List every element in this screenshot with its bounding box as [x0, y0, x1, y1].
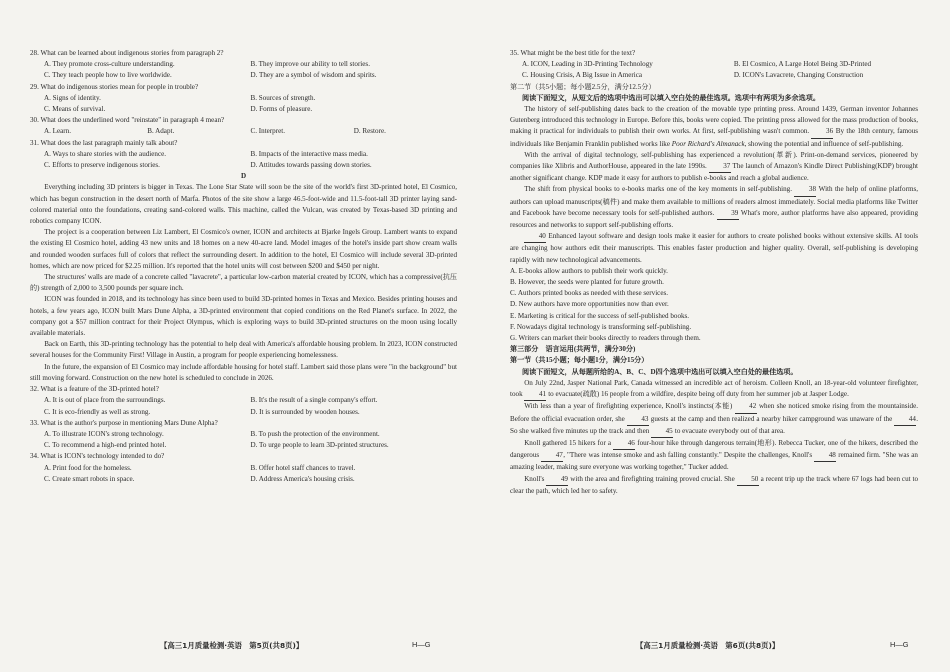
options: [30, 429, 457, 451]
blank-41: 41: [524, 389, 546, 401]
question-35: [510, 48, 918, 82]
question-stem: 29. What do indigenous stories mean for people in trouble?: [30, 82, 199, 91]
blank-46: 46: [613, 438, 635, 450]
option: D. They are a symbol of wisdom and spirits.: [250, 71, 377, 80]
options: [30, 59, 457, 81]
blank-44: 44: [894, 414, 916, 426]
text: The shift from physical books to e-books marks one of the key moments in self-publishing.: [524, 185, 792, 194]
blank-36: 36: [811, 126, 833, 138]
text: . So she walked five minutes up the track and then: [510, 414, 919, 435]
question-33: [30, 418, 457, 452]
section-letter: D: [240, 172, 247, 181]
paragraph: [510, 378, 918, 401]
question-stem: 33. What is the author's purpose in mentioning Mars Dune Alpha?: [30, 418, 218, 427]
question-stem: 28. What can be learned about indigenous stories from paragraph 2?: [30, 49, 224, 57]
paragraph: In the future, the expansion of El Cosmico may include affordable housing for hotel staff. Lambert said those plans were "in the background" but still moving forward. Construction on the new hotel is scheduled to conclude in 2026.: [30, 362, 457, 382]
paragraph: [510, 231, 918, 266]
blank-47: 47: [541, 450, 563, 462]
text: to evacuate(疏散) 16 people from a wildfire, despite being off duty from her summer job at Jasper Lodge.: [548, 390, 849, 399]
paragraph: Everything including 3D printers is bigger in Texas. The Lone Star State will soon be the site of the world's first 3D-printed hotel, El Cosmico, which has begun construction in the desert north of Marfa. Photos of the site show a large 46.5-foot-wide and 11.5-foot-tall 3D printer laying sand-colored material onto the foundations, creating sand-colored walls. This machine, called the Vulcan, was created by Texas-based 3D printing and robotics company ICON.: [30, 183, 457, 226]
option: C. Create smart robots in space.: [44, 474, 135, 483]
blank-43: 43: [627, 414, 649, 426]
option: C. Means of survival.: [44, 105, 106, 114]
option: D. Attitudes towards passing down stories.: [250, 161, 372, 170]
left-page-footer: 【高三1月质量检测·英语 第5页(共8页)】: [160, 641, 304, 650]
option: C. To recommend a high-end printed hotel.: [44, 441, 167, 450]
option: D. To urge people to learn 3D-printed structures.: [250, 441, 389, 450]
section-title: 第二节（共5小题；每小题2.5分，满分12.5分）: [510, 82, 656, 91]
question-stem: 35. What might be the best title for the text?: [510, 49, 636, 57]
option: B. To push the protection of the environment.: [250, 429, 380, 438]
option: D. Restore.: [353, 127, 386, 136]
option: B. It's the result of a single company's effort.: [250, 396, 378, 405]
choice: A. E-books allow authors to publish their work quickly.: [510, 266, 668, 275]
option: A. Print food for the homeless.: [44, 463, 132, 472]
question-30: [30, 115, 457, 137]
option: D. Forms of pleasure.: [250, 105, 313, 114]
options: [30, 126, 457, 137]
blank-38: 38: [794, 184, 816, 196]
options: [30, 93, 457, 115]
text: The launch of Amazon's Kindle Direct Publishing(KDP) brought another significant change. KDP made it easy for authors to publish e-books and reach a global audience.: [510, 162, 919, 183]
option: A. To illustrate ICON's strong technology.: [44, 429, 164, 438]
answer-choices: [510, 266, 918, 344]
options: [30, 149, 457, 171]
option: C. Interpret.: [250, 127, 285, 136]
blank-48: 48: [814, 450, 836, 462]
text: when she noticed smoke rising from the mountainside. Before the official evacuation order, she: [510, 402, 919, 423]
option: C. Efforts to preserve indigenous stories.: [44, 161, 160, 170]
text: Enhanced layout software and design tools make it easier for authors to create polished books without extensive skills. AI tools are changing how authors edit their manuscripts. This enables faster production and higher quality. Overall, self-publishing is developing rapidly with new technological advancements.: [510, 232, 918, 264]
text: , showing the potential and influence of self-publishing.: [744, 139, 904, 148]
blank-49: 49: [546, 474, 568, 486]
text: with the area and firefighting training proved crucial. She: [570, 474, 735, 483]
question-29: [30, 82, 457, 116]
blank-50: 50: [737, 474, 759, 486]
left-page-code: H—G: [412, 640, 431, 649]
option: B. El Cosmico, A Large Hotel Being 3D-Printed: [733, 60, 872, 69]
text: four-hour hike through dangerous terrain(地形). Rebecca Tucker, one of the hikers, described the dangerous: [510, 438, 918, 460]
section-instructions: 阅读下面短文，从每题所给的A、B、C、D四个选项中选出可以填入空白处的最佳选项。: [522, 367, 798, 376]
text: guests at the camp and then realized a nearby hiker campground was unaware of the: [650, 414, 893, 423]
paragraph: [510, 438, 918, 474]
paragraph: The project is a cooperation between Liz Lambert, El Cosmico's owner, ICON and architects at Bjarke Ingels Group. Lambert wants to expand the existing El Cosmico hotel, adding 43 new units and 18 homes on a new 40-acre land. Model images of the hotel's inside part show cream walls and rounded wooden surfaces full of colors that reflect the surrounding desert. In addition to the hotel, El Cosmico will include several 3D-printed homes, which are now priced for $2.25 million. It's reported that the hotel units will cost between $200 and $450 per night.: [30, 228, 457, 270]
option: D. ICON's Lavacrete, Changing Construction: [733, 71, 864, 80]
text: The history of self-publishing dates back to the creation of the movable type printing press. Around 1439, German inventor Johannes Gutenberg introduced this technology in Europe. Before this, books were copied. The printing press allowed for the mass production of books, making it practical for individuals to publish their own works. At first, self-publishing wasn't common.: [510, 105, 918, 136]
question-28: [30, 48, 457, 82]
option: B. Adapt.: [147, 127, 175, 136]
options: [30, 395, 457, 417]
right-page-footer: 【高三1月质量检测·英语 第6页(共8页)】: [636, 641, 780, 650]
blank-42: 42: [735, 401, 757, 413]
question-34: [30, 451, 457, 485]
option: A. Signs of identity.: [44, 93, 101, 102]
choice: F. Nowadays digital technology is transforming self-publishing.: [510, 322, 692, 331]
left-page-column: [30, 48, 457, 485]
paragraph: ICON was founded in 2018, and its technology has since been used to build 3D-printed homes in Texas and Mexico. Besides printing houses and hotels, a few years ago, ICON built Mars Dune Alpha, a 3D-printed environment that copied conditions on the Red Planet's surface. In 2022, the company got a $57 million contract for their Project Olympus, which is exploring ways to build 3D-printed structures on the moon using locally available materials.: [30, 295, 457, 338]
option: B. They improve our ability to tell stories.: [250, 60, 370, 69]
option: A. Ways to share stories with the audience.: [44, 149, 167, 158]
question-32: [30, 384, 457, 418]
part-title: 第三部分 语言运用(共两节，满分30分): [510, 345, 636, 354]
text: With the help of online platforms, authors can upload manuscripts(稿件) and make them available to millions of readers almost immediately. Social media platforms like Twitter and Facebook have become necessary tools for self-published authors.: [510, 185, 919, 217]
right-page-column: [510, 48, 918, 497]
paragraph: [510, 184, 918, 231]
choice: C. Authors printed books as needed with these services.: [510, 289, 669, 298]
text: Knoll gathered 15 hikers for a: [524, 438, 612, 447]
option: C. Housing Crisis, A Big Issue in America: [522, 71, 643, 80]
choice: B. However, the seeds were planted for future growth.: [510, 278, 664, 287]
text: a recent trip up the track where 67 logs had been cut to clear the path, which led her to safety.: [510, 474, 919, 495]
text: , "There was intense smoke and ash falling constantly." Despite the challenges, Knoll's: [563, 451, 813, 460]
question-31: [30, 138, 457, 172]
text: Knoll's: [524, 474, 545, 483]
section-instructions: 阅读下面短文，从短文后的选项中选出可以填入空白处的最佳选项。选项中有两项为多余选项。: [522, 93, 820, 102]
choice: E. Marketing is critical for the success of self-published books.: [510, 311, 690, 320]
blank-37: 37: [709, 161, 731, 173]
choice: D. New authors have more opportunities now than ever.: [510, 300, 669, 309]
option: A. ICON, Leading in 3D-Printing Technology: [522, 60, 653, 69]
blank-39: 39: [717, 208, 739, 220]
paragraph: [510, 104, 918, 150]
right-page-code: H—G: [890, 640, 909, 649]
option: D. Address America's housing crisis.: [250, 474, 355, 483]
book-title: Poor Richard's Almanack: [671, 139, 745, 148]
question-stem: 34. What is ICON's technology intended to do?: [30, 452, 165, 461]
text: With the arrival of digital technology, self-publishing has experienced a revolution(革新). Print-on-demand services, pioneered by companies like Xlibris and AuthorHouse, appeared in the late 1990s.: [510, 150, 918, 171]
paragraph: Back on Earth, this 3D-printing technology has the potential to help deal with America's affordable housing problem. In 2023, ICON constructed several houses for the Community First! Village in Austin, a program for people experiencing homelessness.: [30, 340, 457, 360]
question-stem: 31. What does the last paragraph mainly talk about?: [30, 138, 178, 147]
text: What's more, author platforms have also appeared, providing resources and networks to support self-publishing efforts.: [510, 208, 918, 230]
text: By the 18th century, famous individuals like Benjamin Franklin published works like: [510, 127, 918, 148]
option: C. They teach people how to live worldwide.: [44, 71, 172, 80]
section-title: 第一节（共15小题；每小题1分，满分15分）: [510, 356, 649, 365]
question-stem: 32. What is a feature of the 3D-printed hotel?: [30, 385, 159, 394]
text: With less than a year of firefighting experience, Knoll's instincts(本能): [524, 402, 733, 411]
option: A. Learn.: [44, 127, 71, 136]
option: B. Offer hotel staff chances to travel.: [250, 463, 356, 472]
option: B. Sources of strength.: [250, 93, 316, 102]
choice: G. Writers can market their books directly to readers through them.: [510, 334, 701, 343]
options: [30, 463, 457, 485]
option: C. It is eco-friendly as well as strong.: [44, 407, 151, 416]
blank-45: 45: [651, 426, 673, 438]
text: On July 22nd, Jasper National Park, Canada witnessed an incredible act of heroism. Colleen Knoll, an 18-year-old volunteer firefighter, took: [510, 378, 918, 399]
text: to evacuate everybody out of that area.: [674, 426, 785, 435]
text: remained firm. "She was an amazing leader, making sure everyone was working together," Tucker added.: [510, 451, 918, 472]
option: A. It is out of place from the surroundings.: [44, 396, 166, 405]
blank-40: 40: [524, 231, 546, 243]
options: [510, 59, 918, 81]
option: A. They promote cross-culture understanding.: [44, 60, 175, 69]
paragraph: [510, 401, 918, 438]
option: B. Impacts of the interactive mass media.: [250, 149, 368, 158]
paragraph: [510, 474, 918, 497]
paragraph: [510, 150, 918, 185]
paragraph: The structures' walls are made of a concrete called "lavacrete", a particular low-carbon material created by ICON, which has a compressive(抗压的) strength of 2,000 to 3,500 pounds per square inch.: [30, 273, 457, 293]
option: D. It is surrounded by wooden houses.: [250, 407, 360, 416]
question-stem: 30. What does the underlined word "reinstate" in paragraph 4 mean?: [30, 116, 225, 125]
passage-d: [30, 182, 457, 384]
